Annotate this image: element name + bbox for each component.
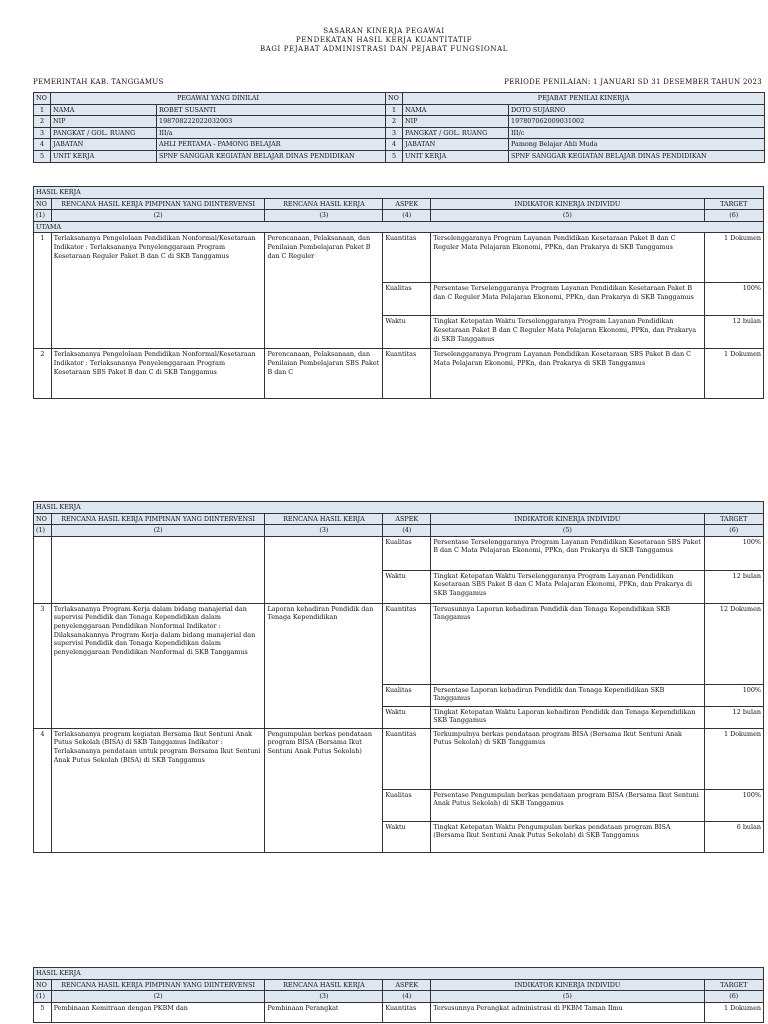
row-value: III/a (157, 127, 386, 139)
pimpinan-cell: Terlaksananya program kegiatan Bersama Ikut Sentuni Anak Putus Sekolah (BISA) di SKB Tanggamus Indikator : Terlaksananya pendataan untuk program Bersama Ikut Sentuni Anak Putus Sekolah (BISA) di SKB Tanggamus (51, 728, 265, 852)
rencana-cell: Perencanaan, Pelaksanaan, dan Penilaian Pembelajaran Paket B dan C Reguler (265, 233, 383, 349)
row-label: NAMA (403, 104, 509, 116)
col-indikator: INDIKATOR KINERJA INDIVIDU (431, 979, 704, 991)
col-num: (5) (431, 210, 704, 222)
column-number-row (34, 210, 764, 222)
row-no: 1 (386, 104, 403, 116)
table-row (34, 349, 764, 399)
row-label: NAMA (51, 104, 157, 116)
pimpinan-cell: Terlaksananya Pengelolaan Pendidikan Nonformal/Kesetaraan Indikator : Terlaksananya Penyelenggaraan Program Kesetaraan SBS Paket B dan C di SKB Tanggamus (51, 349, 265, 399)
aspek-cell: Kuantitas (383, 349, 431, 399)
col-num: (3) (265, 210, 383, 222)
assessor-title: PEJABAT PENILAI KINERJA (403, 93, 765, 105)
col-num: (6) (704, 991, 764, 1003)
row-label: UNIT KERJA (51, 150, 157, 162)
row-no: 4 (34, 728, 52, 852)
hasil-kerja-table (33, 186, 764, 399)
indikator-cell: Tingkat Ketepatan Waktu Pengumpulan berkas pendataan program BISA (Bersama Ikut Sentuni Anak Putus Sekolah) di SKB Tanggamus (431, 821, 704, 852)
target-cell: 6 bulan (704, 821, 764, 852)
indikator-cell: Tingkat Ketepatan Waktu Terselenggaranya Program Layanan Pendidikan Kesetaraan Paket B dan C Reguler Mata Pelajaran Ekonomi, PPKn, dan Prakarya di SKB Tanggamus (431, 316, 704, 349)
utama-label: UTAMA (34, 221, 764, 233)
col-num: (5) (431, 525, 704, 537)
target-cell: 12 bulan (704, 570, 764, 603)
row-no: 3 (386, 127, 403, 139)
col-num: (1) (34, 210, 52, 222)
col-num: (2) (51, 525, 265, 537)
identity-row (34, 139, 765, 151)
identity-row (34, 116, 765, 128)
table-row (34, 536, 764, 570)
indikator-cell: Terselenggaranya Program Layanan Pendidikan Kesetaraan SBS Paket B dan C Mata Pelajaran Ekonomi, PPKn, dan Prakarya di SKB Tanggamus (431, 349, 704, 399)
row-no: 5 (34, 150, 51, 162)
col-no: NO (386, 93, 403, 105)
row-no: 2 (34, 349, 52, 399)
aspek-cell: Kualitas (383, 789, 431, 821)
section-title: HASIL KERJA (34, 968, 764, 980)
col-target: TARGET (704, 513, 764, 525)
row-value: 198708222022032003 (157, 116, 386, 128)
col-pimpinan: RENCANA HASIL KERJA PIMPINAN YANG DIINTERVENSI (51, 198, 265, 210)
target-cell: 12 Dokumen (704, 603, 764, 684)
row-value: SPNF SANGGAR KEGIATAN BELAJAR DINAS PENDIDIKAN (157, 150, 386, 162)
aspek-cell: Kuantitas (383, 1002, 431, 1022)
aspek-cell: Kuantitas (383, 603, 431, 684)
col-no: NO (34, 513, 52, 525)
row-no: 2 (34, 116, 51, 128)
target-cell: 1 Dokumen (704, 349, 764, 399)
aspek-cell: Kualitas (383, 536, 431, 570)
indikator-cell: Tersusunnya Laporan kehadiran Pendidik dan Tenaga Kependidikan SKB Tanggamus (431, 603, 704, 684)
hasil-kerja-table (33, 967, 764, 1023)
row-value: SPNF SANGGAR KEGIATAN BELAJAR DINAS PENDIDIKAN (509, 150, 765, 162)
col-no: NO (34, 979, 52, 991)
identity-row (34, 150, 765, 162)
identity-header-row (34, 93, 765, 105)
aspek-cell: Kuantitas (383, 728, 431, 789)
col-pimpinan: RENCANA HASIL KERJA PIMPINAN YANG DIINTERVENSI (51, 513, 265, 525)
column-header-row (34, 198, 764, 210)
target-cell: 100% (704, 283, 764, 316)
indikator-cell: Tingkat Ketepatan Waktu Laporan kehadiran Pendidik dan Tenaga Kependidikan SKB Tanggamus (431, 706, 704, 728)
identity-row (34, 127, 765, 139)
aspek-cell: Kualitas (383, 684, 431, 706)
column-number-row (34, 991, 764, 1003)
col-num: (6) (704, 210, 764, 222)
row-label: PANGKAT / GOL. RUANG (403, 127, 509, 139)
identity-row (34, 104, 765, 116)
col-num: (2) (51, 210, 265, 222)
target-cell: 100% (704, 789, 764, 821)
row-value: 197807062009031002 (509, 116, 765, 128)
col-no: NO (34, 93, 51, 105)
rencana-cell: Perencanaan, Pelaksanaan, dan Penilaian Pembelajaran SBS Paket B dan C (265, 349, 383, 399)
row-no: 3 (34, 127, 51, 139)
target-cell: 12 bulan (704, 316, 764, 349)
row-no: 5 (34, 1002, 52, 1022)
col-no: NO (34, 198, 52, 210)
col-aspek: ASPEK (383, 513, 431, 525)
col-indikator: INDIKATOR KINERJA INDIVIDU (431, 513, 704, 525)
indikator-cell: Terkumpulnya berkas pendataan program BISA (Bersama Ikut Sentuni Anak Putus Sekolah) di SKB Tanggamus (431, 728, 704, 789)
row-value: III/c (509, 127, 765, 139)
col-indikator: INDIKATOR KINERJA INDIVIDU (431, 198, 704, 210)
row-label: NIP (403, 116, 509, 128)
government-label: PEMERINTAH KAB. TANGGAMUS (33, 78, 164, 86)
col-aspek: ASPEK (383, 198, 431, 210)
identity-table (33, 92, 765, 163)
col-rencana: RENCANA HASIL KERJA (265, 513, 383, 525)
aspek-cell: Waktu (383, 706, 431, 728)
rencana-cell: Pembinaan Perangkat (265, 1002, 383, 1022)
col-rencana: RENCANA HASIL KERJA (265, 979, 383, 991)
row-label: JABATAN (403, 139, 509, 151)
title-line-2: PENDEKATAN HASIL KERJA KUANTITATIF (295, 36, 473, 44)
col-num: (2) (51, 991, 265, 1003)
col-num: (4) (383, 991, 431, 1003)
indikator-cell: Terselenggaranya Program Layanan Pendidikan Kesetaraan Paket B dan C Reguler Mata Pelajaran Ekonomi, PPKn, dan Prakarya di SKB Tanggamus (431, 233, 704, 283)
section-title: HASIL KERJA (34, 502, 764, 514)
indikator-cell: Tersusunnya Perangkat administrasi di PKBM Taman Ilmu (431, 1002, 704, 1022)
title-line-1: SASARAN KINERJA PEGAWAI (323, 27, 445, 35)
row-value: DOTO SUJARNO (509, 104, 765, 116)
aspek-cell: Waktu (383, 821, 431, 852)
col-target: TARGET (704, 198, 764, 210)
table-row (34, 233, 764, 283)
col-num: (4) (383, 210, 431, 222)
indikator-cell: Persentase Terselenggaranya Program Layanan Pendidikan Kesetaraan Paket B dan C Reguler Mata Pelajaran Ekonomi, PPKn, dan Prakarya di SKB Tanggamus (431, 283, 704, 316)
column-header-row (34, 513, 764, 525)
col-pimpinan: RENCANA HASIL KERJA PIMPINAN YANG DIINTERVENSI (51, 979, 265, 991)
col-num: (1) (34, 525, 52, 537)
col-num: (4) (383, 525, 431, 537)
target-cell: 12 bulan (704, 706, 764, 728)
indikator-cell: Persentase Pengumpulan berkas pendataan program BISA (Bersama Ikut Sentuni Anak Putus Sekolah) di SKB Tanggamus (431, 789, 704, 821)
row-label: JABATAN (51, 139, 157, 151)
aspek-cell: Kuantitas (383, 233, 431, 283)
rencana-cell: Laporan kehadiran Pendidik dan Tenaga Kependidikan (265, 603, 383, 728)
column-number-row (34, 525, 764, 537)
table-row (34, 1002, 764, 1022)
target-cell: 1 Dokumen (704, 728, 764, 789)
col-aspek: ASPEK (383, 979, 431, 991)
target-cell: 100% (704, 684, 764, 706)
col-num: (3) (265, 525, 383, 537)
assessed-employee-title: PEGAWAI YANG DINILAI (51, 93, 386, 105)
indikator-cell: Persentase Laporan kehadiran Pendidik dan Tenaga Kependidikan SKB Tanggamus (431, 684, 704, 706)
indikator-cell: Tingkat Ketepatan Waktu Terselenggaranya Program Layanan Pendidikan Kesetaraan SBS Paket B dan C Mata Pelajaran Ekonomi, PPKn, dan Prakarya di SKB Tanggamus (431, 570, 704, 603)
pimpinan-cell: Terlaksananya Program Kerja dalam bidang manajerial dan supervisi Pendidik dan Tenaga Kependidikan dalam penyelenggaraan Pendidikan Nonformal Indikator : Dilaksanakannya Program Kerja dalam bidang manajerial dan supervisi Pendidik dan Tenaga Kependidikan dalam penyelenggaraan Pendidikan Nonformal di SKB Tanggamus (51, 603, 265, 728)
hasil-kerja-table (33, 501, 764, 853)
aspek-cell: Waktu (383, 570, 431, 603)
row-no: 5 (386, 150, 403, 162)
section-title: HASIL KERJA (34, 187, 764, 199)
row-no: 4 (34, 139, 51, 151)
pimpinan-cell: Terlaksananya Pengelolaan Pendidikan Nonformal/Kesetaraan Indikator : Terlaksananya Penyelenggaraan Program Kesetaraan Reguler Paket B dan C di SKB Tanggamus (51, 233, 265, 349)
col-num: (1) (34, 991, 52, 1003)
row-no: 2 (386, 116, 403, 128)
col-target: TARGET (704, 979, 764, 991)
target-cell: 1 Dokumen (704, 233, 764, 283)
row-no: 1 (34, 233, 52, 349)
column-header-row (34, 979, 764, 991)
row-no: 3 (34, 603, 52, 728)
document-title (0, 27, 768, 54)
target-cell: 1 Dokumen (704, 1002, 764, 1022)
row-label: UNIT KERJA (403, 150, 509, 162)
col-num: (6) (704, 525, 764, 537)
col-rencana: RENCANA HASIL KERJA (265, 198, 383, 210)
row-label: NIP (51, 116, 157, 128)
aspek-cell: Waktu (383, 316, 431, 349)
row-label: PANGKAT / GOL. RUANG (51, 127, 157, 139)
col-num: (3) (265, 991, 383, 1003)
row-value: AHLI PERTAMA - PAMONG BELAJAR (157, 139, 386, 151)
title-line-3: BAGI PEJABAT ADMINISTRASI DAN PEJABAT FUNGSIONAL (259, 45, 509, 53)
rencana-cell: Pengumpulan berkas pendataan program BISA (Bersama Ikut Sentuni Anak Putus Sekolah) (265, 728, 383, 852)
col-num: (5) (431, 991, 704, 1003)
row-no: 4 (386, 139, 403, 151)
aspek-cell: Kualitas (383, 283, 431, 316)
row-value: Pamong Belajar Ahli Muda (509, 139, 765, 151)
table-row (34, 603, 764, 684)
target-cell: 100% (704, 536, 764, 570)
indikator-cell: Persentase Terselenggaranya Program Layanan Pendidikan Kesetaraan SBS Paket B dan C Mata Pelajaran Ekonomi, PPKn, dan Prakarya di SKB Tanggamus (431, 536, 704, 570)
table-row (34, 728, 764, 789)
pimpinan-cell: Pembinaan Kemitraan dengan PKBM dan (51, 1002, 265, 1022)
period-label: PERIODE PENILAIAN: 1 JANUARI SD 31 DESEMBER TAHUN 2023 (504, 78, 762, 86)
row-no: 1 (34, 104, 51, 116)
row-value: ROBET SUSANTI (157, 104, 386, 116)
